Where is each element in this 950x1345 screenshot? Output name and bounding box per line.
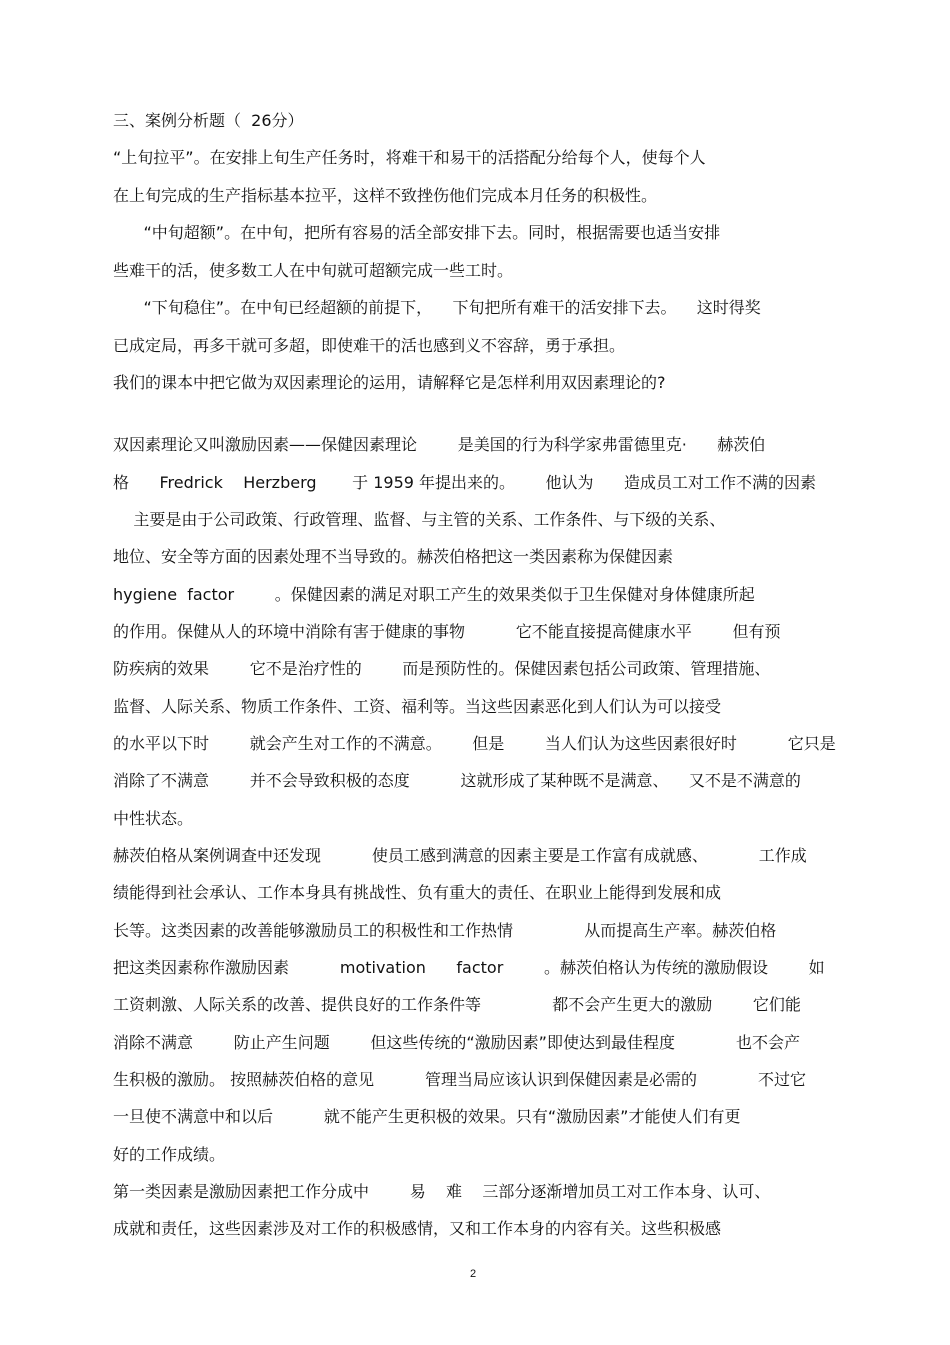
- answer-line: hygiene factor 。保健因素的满足对职工产生的效果类似于卫生保健对身体健康所起: [113, 585, 755, 604]
- answer-line: 赫茨伯格从案例调查中还发现 使员工感到满意的因素主要是工作富有成就感、 工作成: [113, 846, 807, 865]
- case-line: “中旬超额”。在中旬，把所有容易的活全部安排下去。同时，根据需要也适当安排: [113, 223, 721, 242]
- answer-line: 一旦使不满意中和以后 就不能产生更积极的效果。只有“激励因素”才能使人们有更: [113, 1107, 741, 1126]
- case-line: 些难干的活，使多数工人在中旬就可超额完成一些工时。: [113, 261, 514, 280]
- answer-line: 成就和责任，这些因素涉及对工作的积极感情，又和工作本身的内容有关。这些积极感: [113, 1219, 722, 1238]
- answer-line: 监督、人际关系、物质工作条件、工资、福利等。当这些因素恶化到人们认为可以接受: [113, 697, 722, 716]
- answer-line: 双因素理论又叫激励因素——保健因素理论 是美国的行为科学家弗雷德里克· 赫茨伯: [113, 435, 766, 454]
- answer-line: 把这类因素称作激励因素 motivation factor 。赫茨伯格认为传统的激励假设 如: [113, 958, 825, 977]
- answer-line: 消除不满意 防止产生问题 但这些传统的“激励因素”即使达到最佳程度 也不会产: [113, 1033, 800, 1052]
- answer-line: 第一类因素是激励因素把工作分成中 易 难 三部分逐渐增加员工对工作本身、认可、: [113, 1182, 771, 1201]
- answer-line: 的水平以下时 就会产生对工作的不满意。 但是 当人们认为这些因素很好时 它只是: [113, 734, 836, 753]
- answer-line: 格 Fredrick Herzberg 于 1959 年提出来的。 他认为 造成员工对工作不满的因素: [113, 473, 817, 492]
- answer-line: 好的工作成绩。: [113, 1145, 226, 1164]
- case-line: 在上旬完成的生产指标基本拉平，这样不致挫伤他们完成本月任务的积极性。: [113, 186, 658, 205]
- answer-line: 主要是由于公司政策、行政管理、监督、与主管的关系、工作条件、与下级的关系、: [113, 510, 726, 529]
- answer-line: 工资刺激、人际关系的改善、提供良好的工作条件等 都不会产生更大的激励 它们能: [113, 995, 801, 1014]
- answer-line: 长等。这类因素的改善能够激励员工的积极性和工作热情 从而提高生产率。赫茨伯格: [113, 921, 777, 940]
- case-line: 已成定局，再多干就可多超，即使难干的活也感到义不容辞，勇于承担。: [113, 336, 626, 355]
- case-line: “下旬稳住”。在中旬已经超额的前提下， 下旬把所有难干的活安排下去。 这时得奖: [113, 298, 761, 317]
- case-line: “上旬拉平”。在安排上旬生产任务时，将难干和易干的活搭配分给每个人，使每个人: [113, 148, 706, 167]
- answer-line: 消除了不满意 并不会导致积极的态度 这就形成了某种既不是满意、 又不是不满意的: [113, 771, 801, 790]
- answer-line: 地位、安全等方面的因素处理不当导致的。赫茨伯格把这一类因素称为保健因素: [113, 547, 674, 566]
- case-question: 我们的课本中把它做为双因素理论的运用，请解释它是怎样利用双因素理论的?: [113, 373, 666, 392]
- section-heading: 三、案例分析题（ 26分）: [113, 111, 304, 130]
- answer-line: 生积极的激励。 按照赫茨伯格的意见 管理当局应该认识到保健因素是必需的 不过它: [113, 1070, 806, 1089]
- answer-line: 防疾病的效果 它不是治疗性的 而是预防性的。保健因素包括公司政策、管理措施、: [113, 659, 771, 678]
- answer-line: 绩能得到社会承认、工作本身具有挑战性、负有重大的责任、在职业上能得到发展和成: [113, 883, 722, 902]
- answer-line: 中性状态。: [113, 809, 194, 828]
- page-number: 2: [470, 1268, 477, 1280]
- answer-line: 的作用。保健从人的环境中消除有害于健康的事物 它不能直接提高健康水平 但有预: [113, 622, 781, 641]
